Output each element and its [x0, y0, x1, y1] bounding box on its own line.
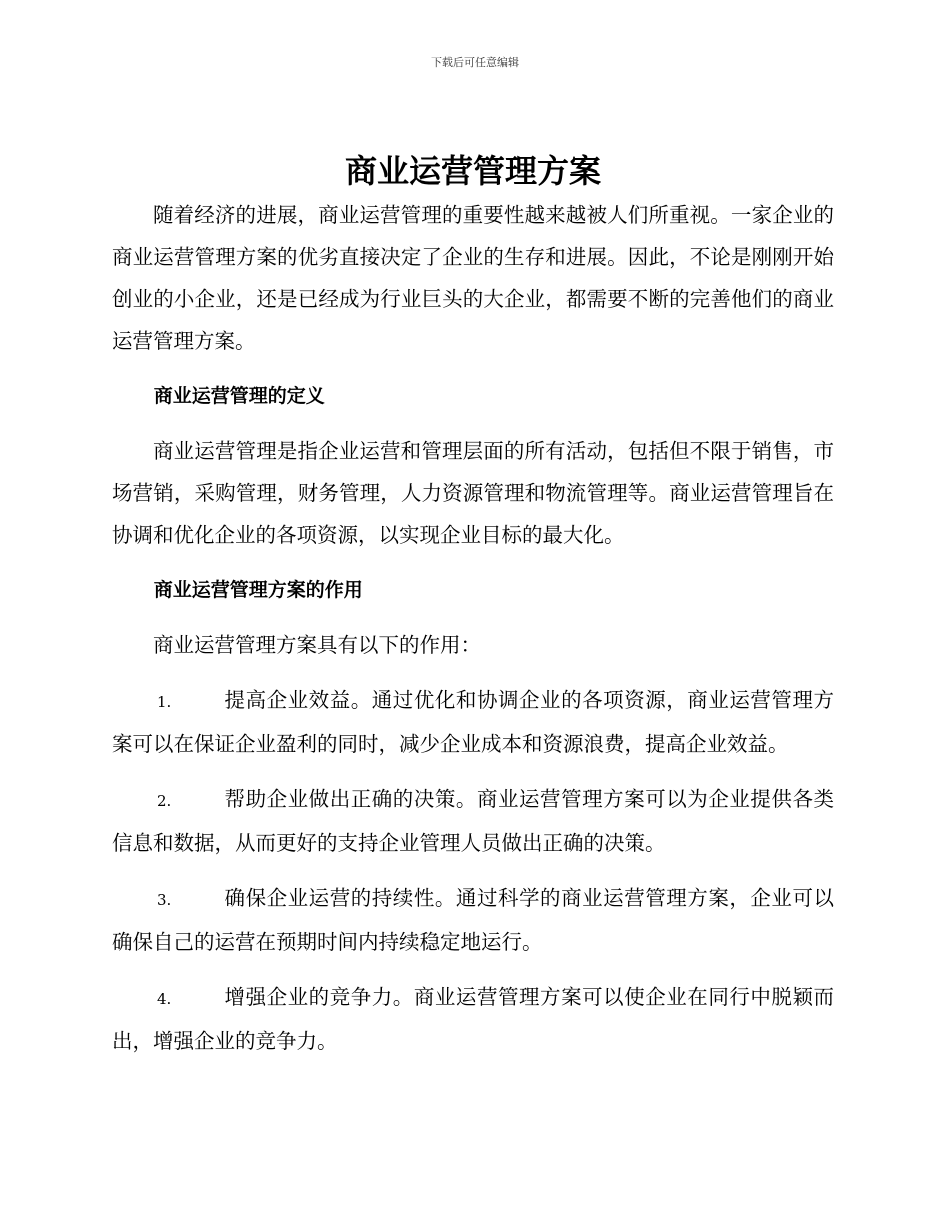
- list-item: [112, 976, 834, 1062]
- spacer: [112, 666, 834, 679]
- header-note: 下载后可任意编辑: [431, 56, 519, 69]
- spacer: [112, 963, 834, 976]
- list-text: 确保企业运营的持续性。通过科学的商业运营管理方案，企业可以确保自己的运营在预期时间内持续稳定地运行。: [112, 886, 834, 954]
- list-item: [112, 778, 834, 864]
- spacer: [112, 417, 834, 430]
- intro-paragraph: 随着经济的进展，商业运营管理的重要性越来越被人们所重视。一家企业的商业运营管理方案的优劣直接决定了企业的生存和进展。因此，不论是刚刚开始创业的小企业，还是已经成为行业巨头的大企业，都需要不断的完善他们的商业运营管理方案。: [112, 203, 834, 353]
- list-number: 2.: [157, 792, 172, 810]
- spacer: [112, 864, 834, 877]
- section-heading-role: 商业运营管理方案的作用: [153, 579, 363, 601]
- document-body: [112, 148, 834, 1062]
- list-number: 3.: [157, 891, 172, 909]
- spacer: [112, 765, 834, 778]
- list-item: [112, 877, 834, 963]
- spacer: [112, 362, 834, 375]
- list-number: 4.: [157, 990, 172, 1008]
- section-heading-definition: 商业运营管理的定义: [153, 385, 325, 407]
- list-text: 帮助企业做出正确的决策。商业运营管理方案可以为企业提供各类信息和数据，从而更好的支持企业管理人员做出正确的决策。: [112, 787, 834, 855]
- role-intro-paragraph: 商业运营管理方案具有以下的作用：: [153, 633, 481, 657]
- definition-paragraph: 商业运营管理是指企业运营和管理层面的所有活动，包括但不限于销售，市场营销，采购管理，财务管理，人力资源管理和物流管理等。商业运营管理旨在协调和优化企业的各项资源，以实现企业目标的最大化。: [112, 439, 834, 547]
- spacer: [112, 556, 834, 569]
- document-title: 商业运营管理方案: [344, 152, 601, 190]
- list-text: 提高企业效益。通过优化和协调企业的各项资源，商业运营管理方案可以在保证企业盈利的同时，减少企业成本和资源浪费，提高企业效益。: [112, 688, 834, 756]
- list-number: 1.: [157, 693, 172, 711]
- list-item: [112, 679, 834, 765]
- list-text: 增强企业的竞争力。商业运营管理方案可以使企业在同行中脱颖而出，增强企业的竞争力。: [112, 985, 834, 1053]
- spacer: [112, 611, 834, 624]
